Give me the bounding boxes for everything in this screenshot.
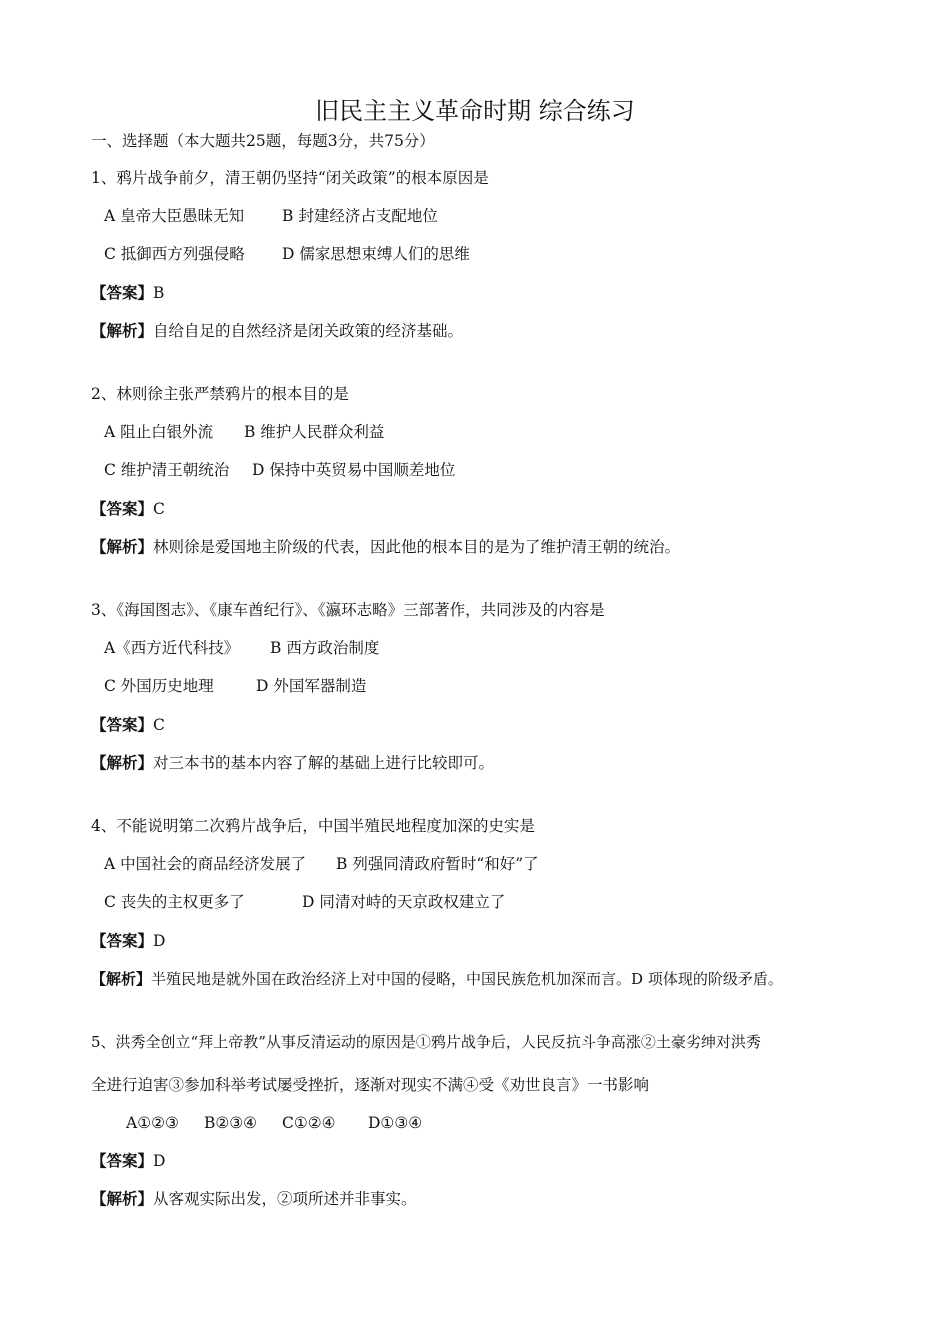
question-4-option-a[interactable]: A 中国社会的商品经济发展了: [104, 855, 307, 873]
question-2-analysis: [91, 536, 680, 558]
question-1-analysis-text: 自给自足的自然经济是闭关政策的经济基础。: [153, 322, 464, 340]
analysis-label: 【解析】: [91, 753, 154, 772]
question-3-analysis-text: 对三本书的基本内容了解的基础上进行比较即可。: [153, 754, 495, 772]
question-2-option-d[interactable]: D 保持中英贸易中国顺差地位: [252, 461, 456, 479]
question-1-answer: [91, 282, 164, 304]
question-4-option-b[interactable]: B 列强同清政府暂时“和好”了: [336, 855, 539, 873]
answer-label: 【答案】: [91, 1151, 154, 1170]
answer-label: 【答案】: [91, 499, 154, 518]
question-5-stem-continued: 全进行迫害③参加科举考试屡受挫折，逐渐对现实不满④受《劝世良言》一书影响: [91, 1076, 650, 1094]
question-4-analysis: [91, 968, 783, 990]
question-5-answer-value: D: [153, 1152, 166, 1170]
question-3-option-c[interactable]: C 外国历史地理: [104, 677, 214, 695]
question-2-answer-value: C: [153, 500, 165, 518]
question-1-option-d[interactable]: D 儒家思想束缚人们的思维: [282, 245, 470, 263]
question-5-analysis-text: 从客观实际出发，②项所述并非事实。: [153, 1190, 417, 1208]
question-5-options-row: [126, 1112, 422, 1134]
question-5-answer: [91, 1150, 165, 1172]
question-5-option-c[interactable]: C①②④: [282, 1114, 336, 1132]
question-2-option-a[interactable]: A 阻止白银外流: [104, 423, 214, 441]
answer-label: 【答案】: [91, 931, 154, 950]
question-4-answer-value: D: [153, 932, 166, 950]
question-3-option-b[interactable]: B 西方政治制度: [270, 639, 380, 657]
question-2-answer: [91, 498, 165, 520]
question-3-stem: 3、《海国图志》、《康车酋纪行》、《瀛环志略》三部著作，共同涉及的内容是: [91, 601, 605, 619]
question-3-analysis: [91, 752, 494, 774]
analysis-label: 【解析】: [91, 970, 152, 988]
question-5-analysis: [91, 1188, 417, 1210]
question-3-option-a[interactable]: A《西方近代科技》: [104, 639, 240, 657]
question-5-option-a[interactable]: A①②③: [126, 1114, 179, 1132]
question-3-option-d[interactable]: D 外国军器制造: [256, 677, 367, 695]
section-heading: 一、选择题（本大题共25题，每题3分，共75分）: [91, 132, 435, 150]
question-4-stem: 4、不能说明第二次鸦片战争后，中国半殖民地程度加深的史实是: [91, 817, 535, 835]
question-4-options-row-1: [104, 853, 539, 875]
question-1-option-c[interactable]: C 抵御西方列强侵略: [104, 245, 245, 263]
question-1-options-row-1: [104, 205, 438, 227]
question-4-options-row-2: [104, 891, 505, 913]
question-1-options-row-2: [104, 243, 470, 265]
question-4-option-c[interactable]: C 丧失的主权更多了: [104, 893, 245, 911]
question-4-analysis-text: 半殖民地是就外国在政治经济上对中国的侵略，中国民族危机加深而言。D 项体现的阶级矛盾。: [151, 970, 783, 988]
question-2-option-b[interactable]: B 维护人民群众利益: [244, 423, 385, 441]
question-1-stem: 1、鸦片战争前夕，清王朝仍坚持“闭关政策”的根本原因是: [91, 169, 489, 187]
analysis-label: 【解析】: [91, 321, 154, 340]
question-5-option-b[interactable]: B②③④: [204, 1114, 258, 1132]
question-2-stem: 2、林则徐主张严禁鸦片的根本目的是: [91, 385, 349, 403]
question-1-option-a[interactable]: A 皇帝大臣愚昧无知: [104, 207, 245, 225]
question-2-options-row-2: [104, 459, 455, 481]
answer-label: 【答案】: [91, 715, 154, 734]
question-1-analysis: [91, 320, 463, 342]
question-1-option-b[interactable]: B 封建经济占支配地位: [282, 207, 438, 225]
answer-label: 【答案】: [91, 283, 154, 302]
analysis-label: 【解析】: [91, 537, 154, 556]
analysis-label: 【解析】: [91, 1189, 154, 1208]
question-5-stem: 5、洪秀全创立“拜上帝教”从事反清运动的原因是①鸦片战争后，人民反抗斗争高涨②土豪劣绅对洪秀: [91, 1033, 761, 1051]
question-2-option-c[interactable]: C 维护清王朝统治: [104, 461, 230, 479]
question-4-option-d[interactable]: D 同清对峙的天京政权建立了: [302, 893, 506, 911]
question-5-option-d[interactable]: D①③④: [368, 1114, 423, 1132]
question-2-options-row-1: [104, 421, 384, 443]
question-3-options-row-1: [104, 637, 379, 659]
question-4-answer: [91, 930, 165, 952]
question-3-answer: [91, 714, 165, 736]
question-2-analysis-text: 林则徐是爱国地主阶级的代表，因此他的根本目的是为了维护清王朝的统治。: [153, 538, 681, 556]
question-3-options-row-2: [104, 675, 366, 697]
question-1-answer-value: B: [153, 284, 165, 302]
document-title: 旧民主主义革命时期 综合练习: [315, 97, 635, 125]
question-3-answer-value: C: [153, 716, 165, 734]
